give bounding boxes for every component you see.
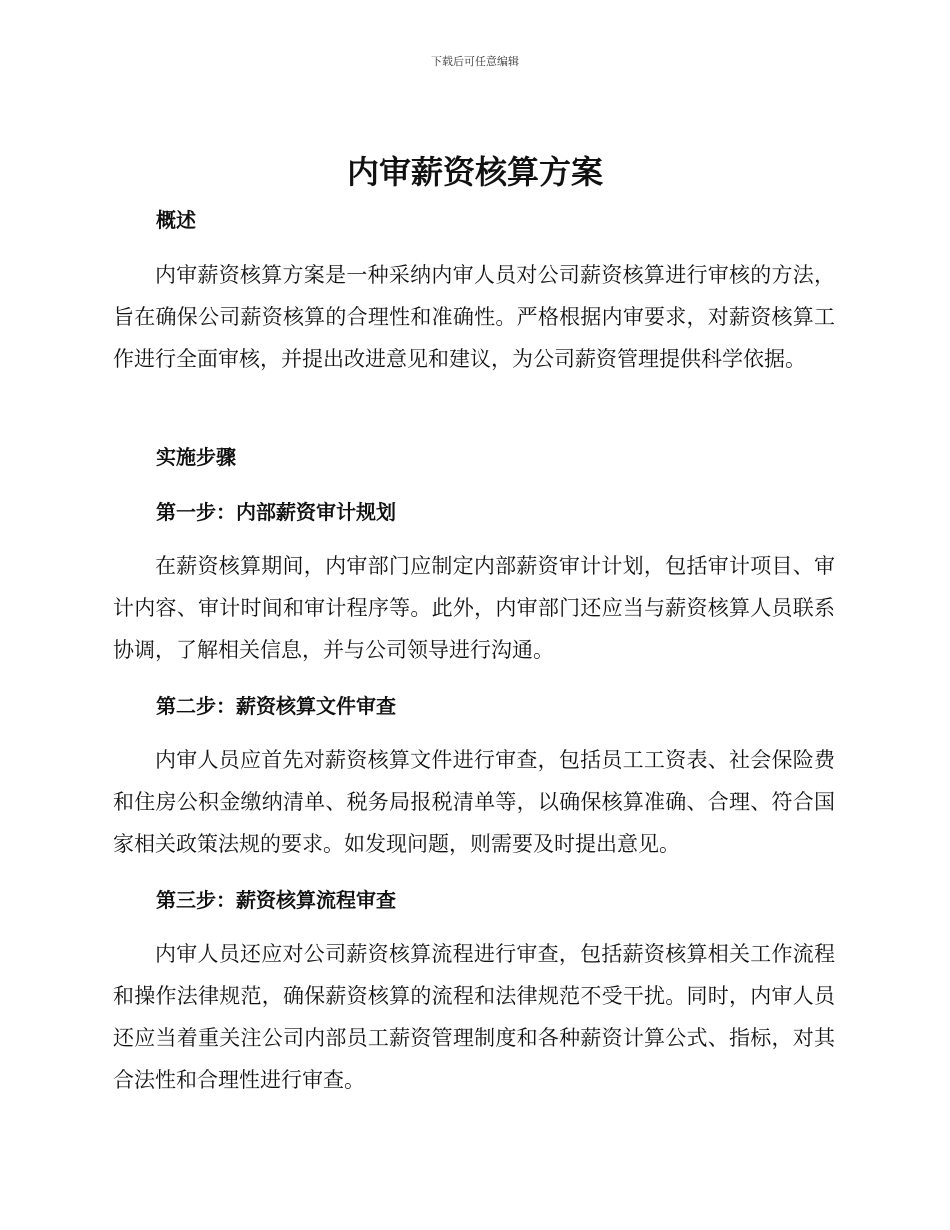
section-heading-step-1: 第一步：内部薪资审计规划 — [156, 500, 396, 524]
section-heading-step-3: 第三步：薪资核算流程审查 — [156, 888, 396, 912]
section-paragraph-overview: 内审薪资核算方案是一种采纳内审人员对公司薪资核算进行审核的方法，旨在确保公司薪资核算的合理性和准确性。严格根据内审要求，对薪资核算工作进行全面审核，并提出改进意见和建议，为公司薪资管理提供科学依据。 — [113, 263, 835, 371]
section-paragraph-step-2: 内审人员应首先对薪资核算文件进行审查，包括员工工资表、社会保险费和住房公积金缴纳清单、税务局报税清单等，以确保核算准确、合理、符合国家相关政策法规的要求。如发现问题，则需要及时提出意见。 — [113, 748, 835, 856]
section-heading-step-2: 第二步：薪资核算文件审查 — [156, 694, 396, 718]
document-title: 内审薪资核算方案 — [346, 153, 603, 191]
section-paragraph-step-1: 在薪资核算期间，内审部门应制定内部薪资审计计划，包括审计项目、审计内容、审计时间和审计程序等。此外，内审部门还应当与薪资核算人员联系协调，了解相关信息，并与公司领导进行沟通。 — [113, 554, 835, 662]
page-header-note: 下载后可任意编辑 — [431, 55, 519, 68]
section-paragraph-step-3: 内审人员还应对公司薪资核算流程进行审查，包括薪资核算相关工作流程和操作法律规范，确保薪资核算的流程和法律规范不受干扰。同时，内审人员还应当着重关注公司内部员工薪资管理制度和各种薪资计算公式、指标，对其合法性和合理性进行审查。 — [113, 942, 835, 1092]
section-heading-steps: 实施步骤 — [156, 445, 236, 469]
section-heading-overview: 概述 — [156, 208, 196, 232]
